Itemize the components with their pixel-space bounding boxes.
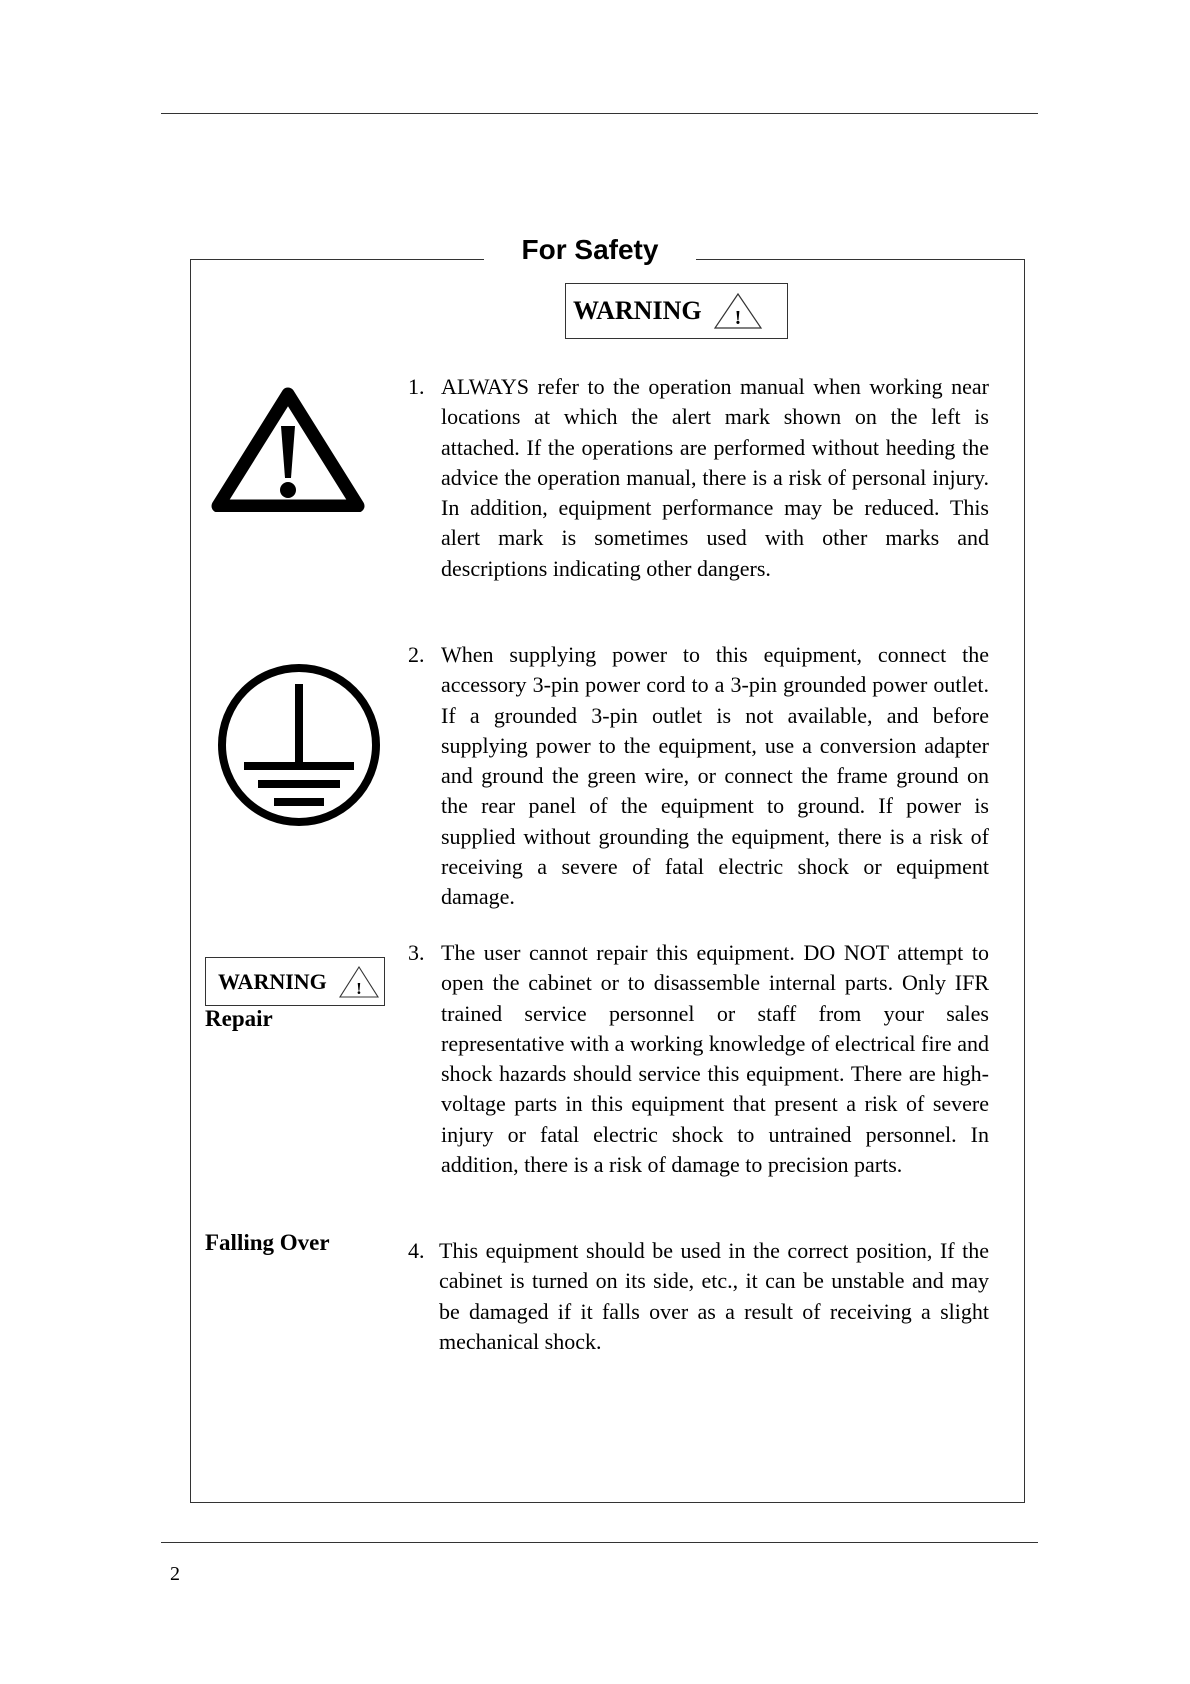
repair-warning-box bbox=[205, 957, 385, 1006]
item-number: 3. bbox=[408, 940, 425, 965]
protective-ground-icon bbox=[216, 662, 382, 828]
page-number: 2 bbox=[170, 1563, 180, 1585]
item-number: 2. bbox=[408, 642, 425, 667]
footer-rule bbox=[161, 1542, 1038, 1543]
safety-item-1 bbox=[408, 372, 989, 584]
item-text: The user cannot repair this equipment. DO NOT attempt to open the cabinet or to disassemble internal parts. Only IFR trained service personnel or staff from your sales representative with a working knowledge of electrical fire and shock hazards should service this equipment. There are high-voltage parts in this equipment that present a risk of severe injury or fatal electric shock to untrained personnel. In addition, there is a risk of damage to precision parts. bbox=[441, 940, 989, 1178]
item-text: This equipment should be used in the correct position, If the cabinet is turned on its side, etc., it can be unstable and may be damaged if it falls over as a result of receiving a slight mechanical shock. bbox=[439, 1238, 989, 1354]
repair-warning-triangle-icon bbox=[337, 964, 381, 1000]
repair-label: Repair bbox=[205, 1006, 273, 1031]
item-number: 1. bbox=[408, 374, 425, 399]
safety-item-2 bbox=[408, 640, 989, 913]
safety-item-4 bbox=[408, 1236, 989, 1357]
item-text: ALWAYS refer to the operation manual when working near locations at which the alert mark shown on the left is attached. If the operations are performed without heeding the advice the operation manual, there is a risk of personal injury. In addition, equipment performance may be reduced. This alert mark is sometimes used with other marks and descriptions indicating other dangers. bbox=[441, 374, 989, 581]
page-title: For Safety bbox=[521, 234, 659, 265]
warning-glyph: ! bbox=[734, 307, 741, 329]
safety-item-3 bbox=[408, 938, 989, 1180]
repair-warning-glyph: ! bbox=[355, 978, 362, 998]
repair-warning-label: WARNING bbox=[218, 968, 327, 994]
warning-label: WARNING bbox=[573, 296, 702, 325]
header-rule bbox=[161, 113, 1038, 114]
item-number: 4. bbox=[408, 1238, 425, 1263]
warning-triangle-icon bbox=[712, 291, 764, 331]
item-text: When supplying power to this equipment, connect the accessory 3-pin power cord to a 3-pin grounded power outlet. If a grounded 3-pin outlet is not available, and before supplying power to the equipment, use a conversion adapter and ground the green wire, or connect the frame ground on the rear panel of the equipment to ground. If power is supplied without grounding the equipment, there is a risk of receiving a severe of fatal electric shock or equipment damage. bbox=[441, 642, 989, 910]
alert-triangle-icon bbox=[208, 382, 368, 512]
warning-box bbox=[565, 283, 788, 339]
falling-over-label: Falling Over bbox=[205, 1230, 330, 1255]
